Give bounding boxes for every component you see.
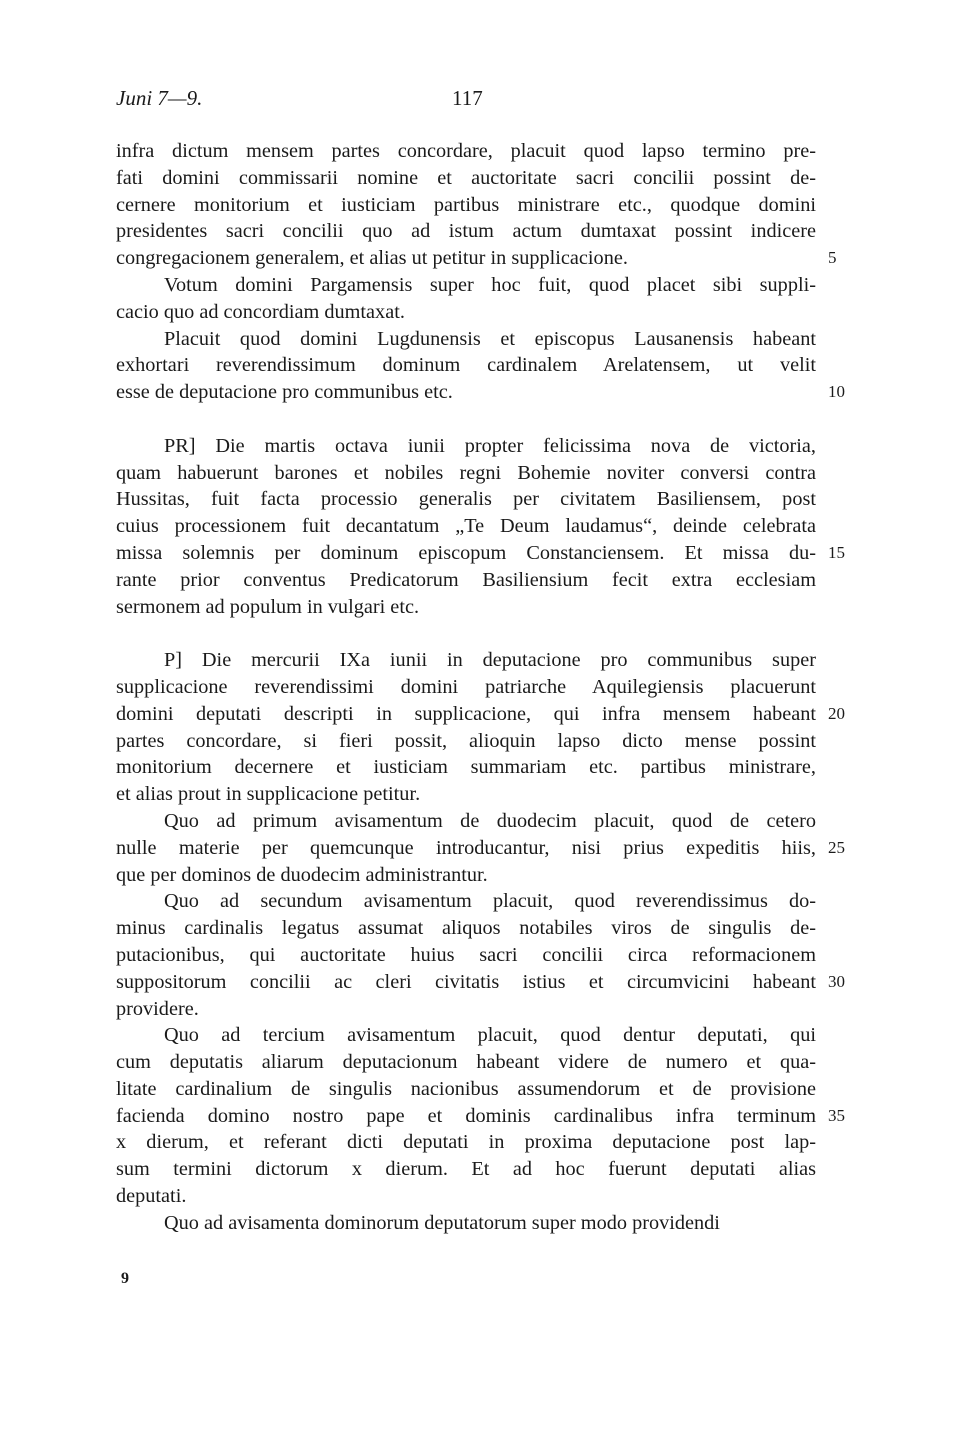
line-text: Quo ad tercium avisamentum placuit, quod dentur deputati, qui	[164, 1024, 816, 1047]
text-line	[116, 272, 816, 299]
margin-line-number: 20	[828, 703, 845, 723]
line-text: Quo ad avisamenta dominorum deputatorum super modo providendi	[164, 1211, 720, 1234]
paragraph	[116, 1210, 816, 1237]
text-line	[116, 138, 816, 165]
text-line	[116, 379, 845, 406]
header-date-range: Juni 7—9.	[116, 86, 203, 110]
paragraph	[116, 808, 845, 888]
text-line	[116, 701, 845, 728]
paragraph	[116, 272, 816, 326]
text-line	[116, 433, 816, 460]
text-line	[116, 594, 816, 621]
text-line	[116, 754, 816, 781]
text-line	[116, 808, 816, 835]
line-text: presidentes sacri concilii quo ad istum actum dumtaxat possint indicere	[116, 220, 816, 243]
line-text: Quo ad secundum avisamentum placuit, quod reverendissimus do-	[164, 890, 816, 913]
text-line	[116, 352, 816, 379]
line-text: esse de deputacione pro communibus etc.	[116, 381, 453, 404]
line-text: partes concordare, si fieri possit, alioquin lapso dicto mense possint	[116, 729, 816, 752]
text-line	[116, 299, 816, 326]
text-line	[116, 1049, 816, 1076]
line-text: sum termini dictorum x dierum. Et ad hoc fuerunt deputati alias	[116, 1158, 816, 1181]
line-text: suppositorum concilii ac cleri civitatis istius et circumvicini habeant	[116, 970, 816, 993]
text-line	[116, 969, 845, 996]
line-text: PR] Die martis octava iunii propter felicissima nova de victoria,	[164, 434, 816, 457]
text-line	[116, 1183, 816, 1210]
signature-mark: 9	[121, 1270, 129, 1287]
line-text: providere.	[116, 997, 199, 1020]
line-text: Votum domini Pargamensis super hoc fuit, quod placet sibi suppli-	[164, 273, 816, 296]
text-line	[116, 567, 816, 594]
text-line	[116, 1103, 845, 1130]
line-text: missa solemnis per dominum episcopum Constanciensem. Et missa du-	[116, 541, 816, 564]
paragraph	[116, 326, 845, 406]
paragraph	[116, 138, 837, 272]
line-text: cuius processionem fuit decantatum „Te Deum laudamus“, deinde celebrata	[116, 515, 816, 538]
text-line	[116, 862, 816, 889]
line-text: facienda domino nostro pape et dominis cardinalibus infra terminum	[116, 1104, 816, 1127]
line-text: nulle materie per quemcunque introducantur, nisi prius expeditis hiis,	[116, 836, 816, 859]
line-text: deputati.	[116, 1185, 187, 1208]
line-text: P] Die mercurii IXa iunii in deputacione pro communibus super	[164, 649, 816, 672]
line-text: cum deputatis aliarum deputacionum habeant videre de numero et qua-	[116, 1051, 816, 1074]
text-line	[116, 513, 816, 540]
line-text: minus cardinalis legatus assumat aliquos notabiles viros de singulis de-	[116, 917, 816, 940]
text-line	[116, 942, 816, 969]
line-text: supplicacione reverendissimi domini patriarche Aquilegiensis placuerunt	[116, 675, 816, 698]
line-text: x dierum, et referant dicti deputati in proxima deputacione post lap-	[116, 1131, 816, 1154]
text-line	[116, 728, 816, 755]
margin-line-number: 5	[828, 248, 837, 268]
line-text: rante prior conventus Predicatorum Basiliensium fecit extra ecclesiam	[116, 568, 816, 591]
text-line	[116, 1076, 816, 1103]
paragraph	[116, 647, 845, 808]
text-line	[116, 915, 816, 942]
text-line	[116, 326, 816, 353]
paragraph-gap	[116, 620, 816, 647]
margin-line-number: 25	[828, 837, 845, 857]
paragraph	[116, 888, 845, 1022]
text-line	[116, 165, 816, 192]
text-line	[116, 1022, 816, 1049]
line-text: Quo ad primum avisamentum de duodecim placuit, quod de cetero	[164, 809, 816, 832]
line-text: et alias prout in supplicacione petitur.	[116, 783, 421, 806]
line-text: Hussitas, fuit facta processio generalis per civitatem Basiliensem, post	[116, 488, 816, 511]
line-text: cernere monitorium et iusticiam partibus ministrare etc., quodque domini	[116, 193, 816, 216]
margin-line-number: 35	[828, 1105, 845, 1125]
margin-line-number: 15	[828, 542, 845, 562]
line-text: sermonem ad populum in vulgari etc.	[116, 595, 420, 618]
text-line	[116, 1156, 816, 1183]
page-number: 117	[452, 86, 483, 110]
paragraph	[116, 1022, 845, 1210]
text-line	[116, 540, 845, 567]
line-text: putacionibus, qui auctoritate huius sacri concilii circa reformacionem	[116, 943, 816, 966]
text-line	[116, 486, 816, 513]
text-line	[116, 996, 816, 1023]
line-text: quam habuerunt barones et nobiles regni Bohemie noviter conversi contra	[116, 461, 816, 484]
margin-line-number: 30	[828, 971, 845, 991]
text-line	[116, 192, 816, 219]
line-text: Placuit quod domini Lugdunensis et episcopus Lausanensis habeant	[164, 327, 816, 350]
text-line	[116, 218, 816, 245]
line-text: monitorium decernere et iusticiam summariam etc. partibus ministrare,	[116, 756, 816, 779]
body-text	[116, 138, 845, 1237]
running-header	[116, 86, 816, 116]
paragraph	[116, 433, 845, 621]
text-line	[116, 460, 816, 487]
text-line	[116, 1129, 816, 1156]
text-line	[116, 1210, 816, 1237]
margin-line-number: 10	[828, 382, 845, 402]
text-line	[116, 888, 816, 915]
text-line	[116, 781, 816, 808]
line-text: infra dictum mensem partes concordare, placuit quod lapso termino pre-	[116, 140, 816, 162]
line-text: domini deputati descripti in supplicacione, qui infra mensem habeant	[116, 702, 816, 725]
line-text: fati domini commissarii nomine et auctoritate sacri concilii possint de-	[116, 166, 816, 189]
line-text: que per dominos de duodecim administrantur.	[116, 863, 488, 886]
line-text: exhortari reverendissimum dominum cardinalem Arelatensem, ut velit	[116, 354, 816, 377]
text-line	[116, 647, 816, 674]
line-text: cacio quo ad concordiam dumtaxat.	[116, 300, 405, 323]
line-text: litate cardinalium de singulis nacionibus assumendorum et de provisione	[116, 1077, 816, 1100]
text-line	[116, 674, 816, 701]
paragraph-gap	[116, 406, 816, 433]
line-text: congregacionem generalem, et alias ut petitur in supplicacione.	[116, 247, 628, 270]
text-line	[116, 835, 845, 862]
text-line	[116, 245, 837, 272]
